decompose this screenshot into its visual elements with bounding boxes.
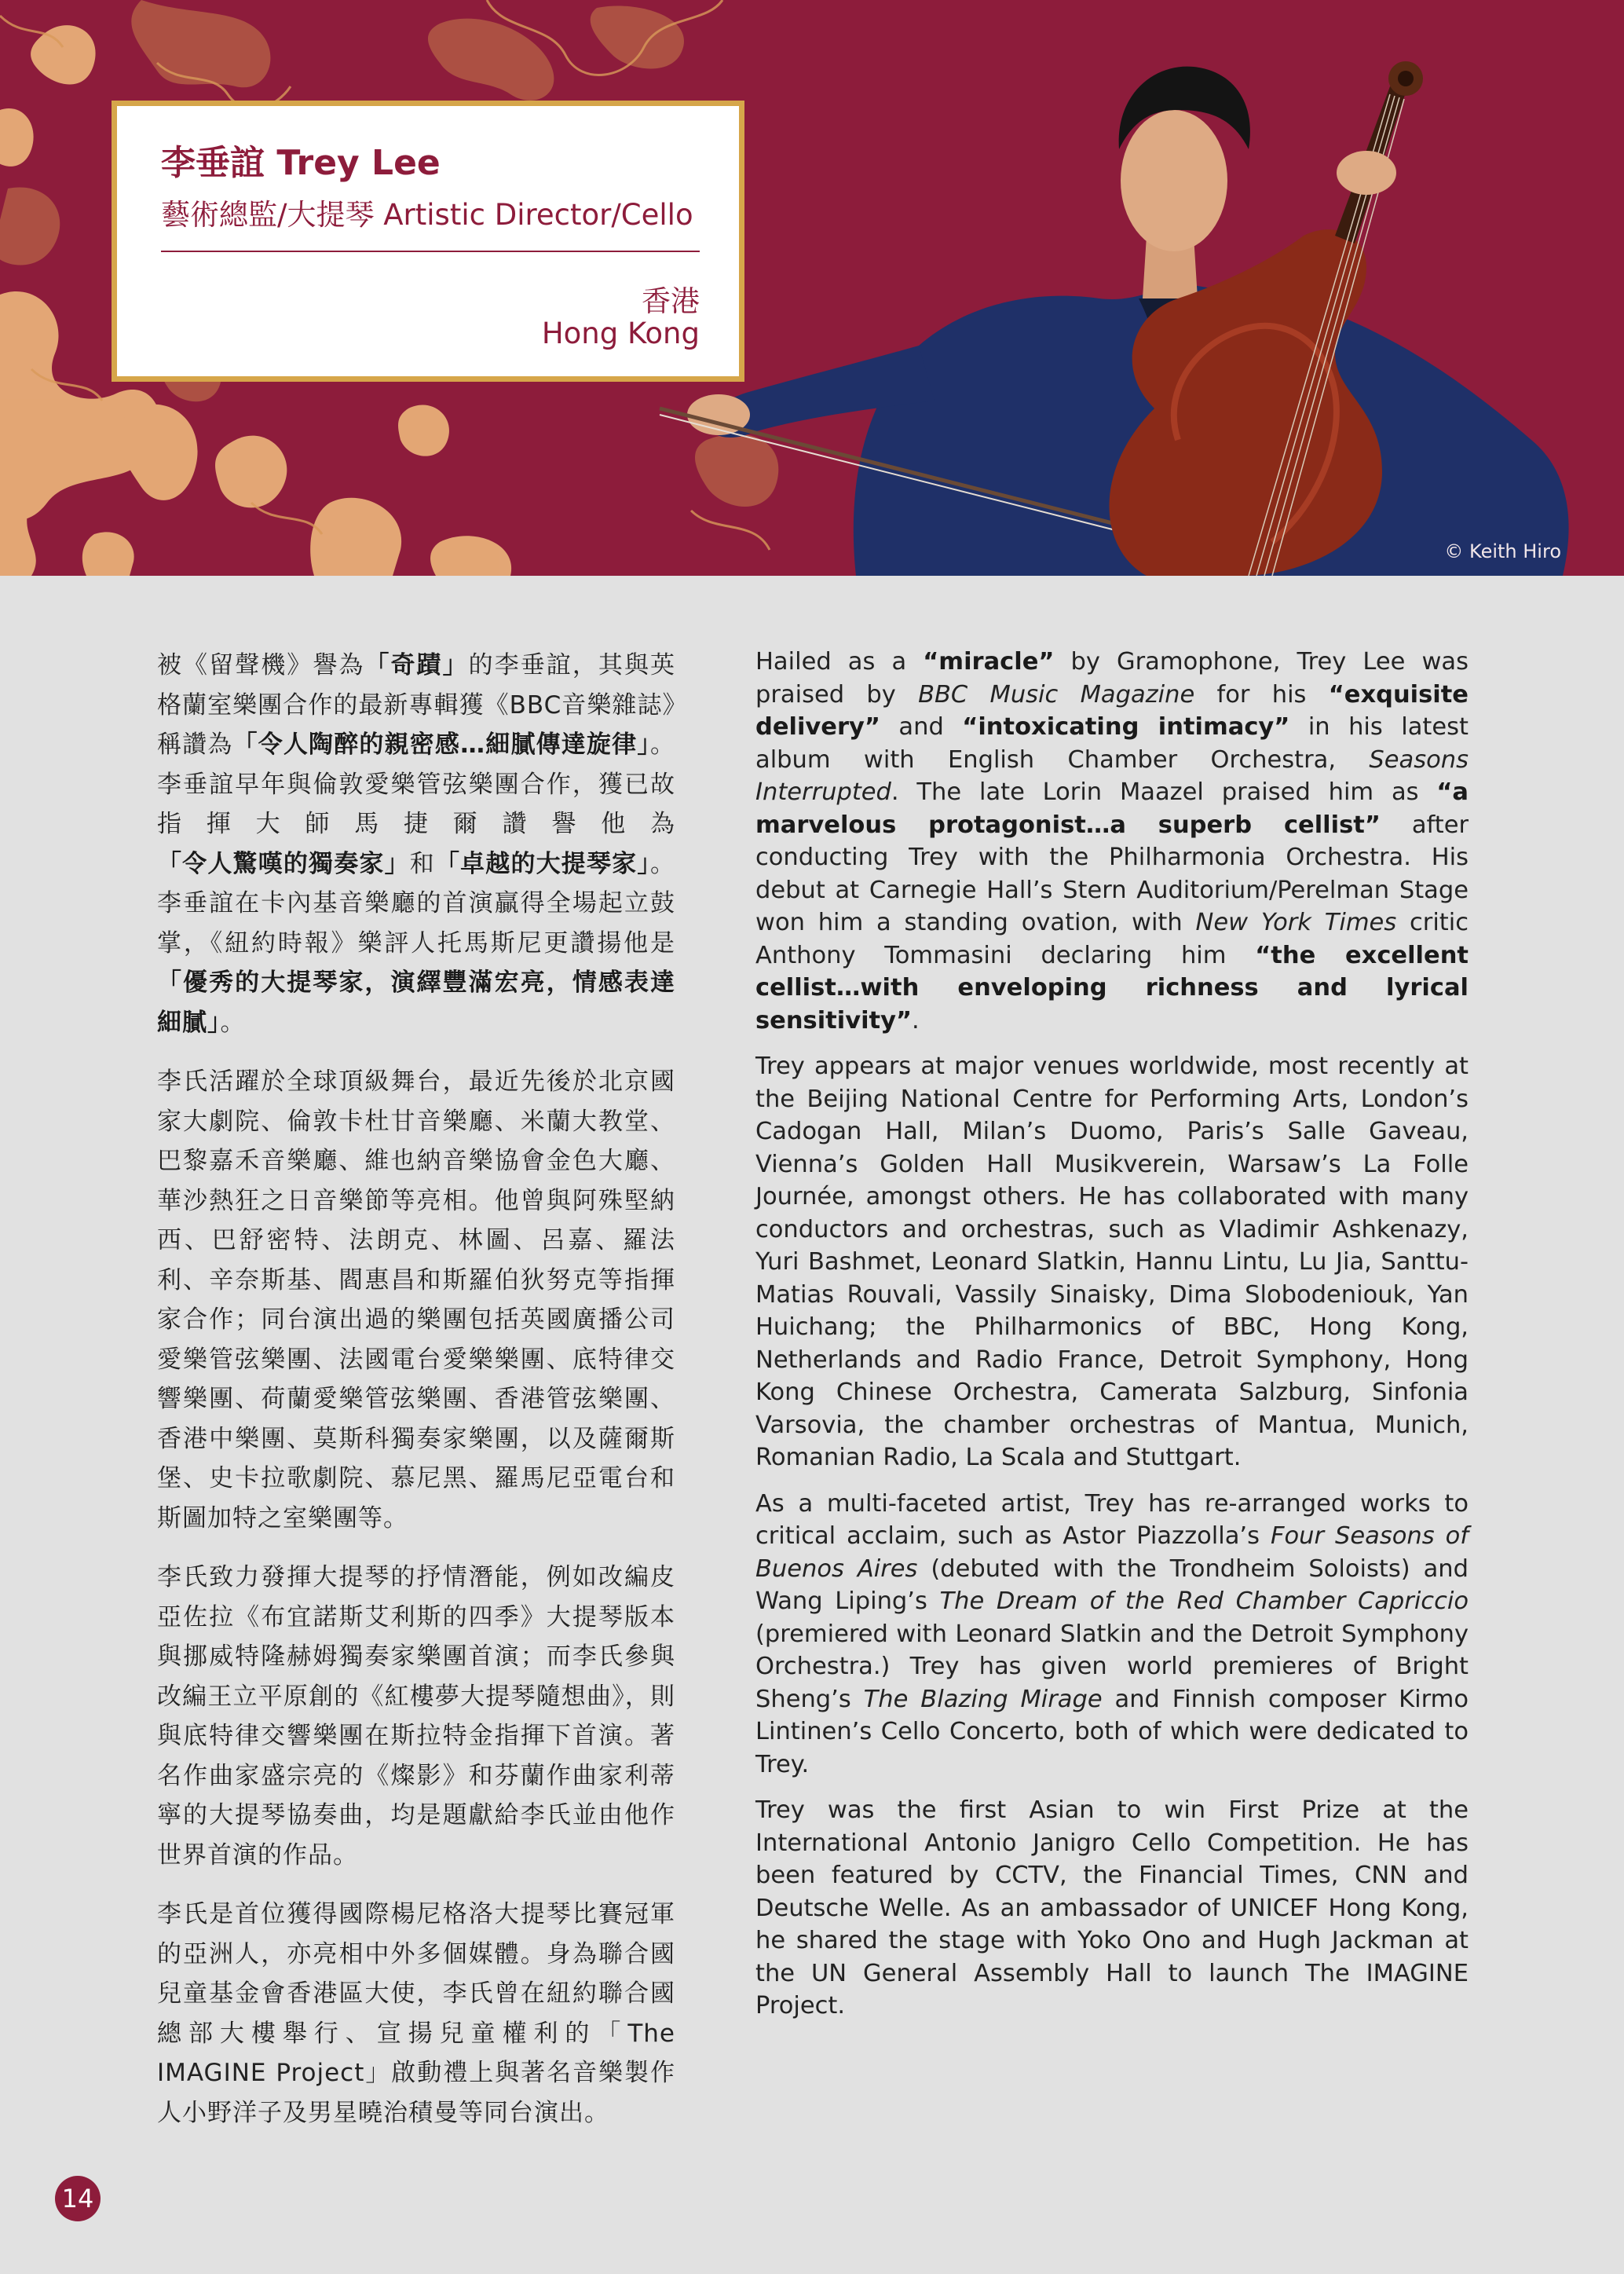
emphasis-bold: 「令人陶醉的親密感…細膩傳達旋律」: [232, 731, 651, 759]
text-run: and: [880, 713, 963, 741]
emphasis-italic: The Blazing Mirage: [863, 1685, 1103, 1713]
text-run: 和: [409, 849, 435, 878]
text-run: 。李垂誼在卡內基音樂廳的首演贏得全場起立鼓掌，《紐約時報》樂評人托馬斯尼更讚揚他是: [157, 849, 676, 958]
text-run: As a multi-faceted artist, Trey has re-arranged works to critical acclaim, such as Astor Piazzolla’s: [755, 1489, 1469, 1550]
emphasis-italic: Seasons Interrupted: [755, 745, 1469, 806]
bio-en-paragraph-3: [755, 1488, 1469, 1781]
artist-role: 藝術總監/大提琴 Artistic Director/Cello: [161, 198, 693, 232]
text-run: 的李垂誼，其與英格蘭室樂團合作的最新專輯獲《BBC音樂雜誌》稱讚為: [157, 651, 676, 759]
text-run: by Gramophone, Trey Lee was praised by: [755, 648, 1469, 709]
bio-zh-paragraph-3: 李氏致力發揮大提琴的抒情潛能，例如改編皮亞佐拉《布宜諾斯艾利斯的四季》大提琴版本與挪威特隆赫姆獨奏家樂團首演；而李氏參與改編王立平原創的《紅樓夢大提琴隨想曲》，則與底特律交響樂團在斯拉特金指揮下首演。著名作曲家盛宗亮的《燦影》和芬蘭作曲家利蒂寧的大提琴協奏曲，均是題獻給李氏並由他作世界首演的作品。: [157, 1563, 675, 1869]
bio-zh-paragraph-2: 李氏活躍於全球頂級舞台，最近先後於北京國家大劇院、倫敦卡杜甘音樂廳、米蘭大教堂、巴黎嘉禾音樂廳、維也納音樂協會金色大廳、華沙熱狂之日音樂節等亮相。他曾與阿殊堅納西、巴舒密特、法朗克、林圖、呂嘉、羅法利、辛奈斯基、閻惠昌和斯羅伯狄努克等指揮家合作；同台演出過的樂團包括英國廣播公司愛樂管弦樂團、法國電台愛樂樂團、底特律交響樂團、荷蘭愛樂管弦樂團、香港管弦樂團、香港中樂團、莫斯科獨奏家樂團，以及薩爾斯堡、史卡拉歌劇院、慕尼黑、羅馬尼亞電台和斯圖加特之室樂團等。: [157, 1067, 675, 1532]
emphasis-bold: 「令人驚嘆的獨奏家」: [157, 849, 410, 878]
text-run: after conducting Trey with the Philharmonia Orchestra. His debut at Carnegie Hall’s Stern Auditorium/Perelman Stage won him a standing ovation, with: [755, 811, 1469, 936]
bio-english-column: [755, 646, 1469, 2036]
title-card: [112, 101, 744, 382]
text-run: critic Anthony Tommasini declaring him: [755, 909, 1469, 969]
text-run: . The late Lorin Maazel praised him as: [891, 778, 1437, 806]
location-en: Hong Kong: [541, 317, 700, 350]
bio-en-paragraph-1: [755, 646, 1469, 1037]
photo-credit: © Keith Hiro: [1444, 540, 1561, 562]
emphasis-bold: 「奇蹟」: [364, 651, 469, 679]
emphasis-bold: 「優秀的大提琴家，演繹豐滿宏亮，情感表達細膩」: [157, 969, 675, 1037]
emphasis-italic: The Dream of the Red Chamber Capriccio: [939, 1587, 1469, 1615]
text-run: .: [912, 1006, 920, 1034]
text-run: (debuted with the Trondheim Soloists) and Wang Liping’s: [755, 1554, 1469, 1615]
artist-name: 李垂誼 Trey Lee: [161, 143, 441, 183]
emphasis-italic: New York Times: [1195, 909, 1397, 936]
bio-en-paragraph-2: Trey appears at major venues worldwide, most recently at the Beijing National Centre for Performing Arts, London’s Cadogan Hall, Milan’s Duomo, Paris’s Salle Gaveau, Vienna’s Golden Hall Musikverein, Warsaw’s La Folle Journée, amongst others. He has collaborated with many conductors and orchestras, such as Vladimir Ashkenazy, Yuri Bashmet, Leonard Slatkin, Hannu Lintu, Lu Jia, Santtu-Matias Rouvali, Vassily Sinaisky, Dima Slobodeniouk, Yan Huichang; the Philharmonics of BBC, Hong Kong, Netherlands and Radio France, Detroit Symphony, Hong Kong Chinese Orchestra, Camerata Salzburg, Sinfonia Varsovia, the chamber orchestras of Mantua, Munich, Romanian Radio, La Scala and Stuttgart.: [755, 1053, 1469, 1471]
emphasis-bold: “intoxicating intimacy”: [962, 713, 1290, 741]
cellist-photo: [660, 61, 1569, 576]
location-zh: 香港: [642, 284, 700, 318]
text-run: in his latest album with English Chamber Orchestra,: [755, 713, 1469, 774]
text-run: for his: [1194, 680, 1329, 709]
text-run: and Finnish composer Kirmo Lintinen’s Cello Concerto, both of which were dedicated to Trey.: [755, 1685, 1469, 1778]
emphasis-italic: Four Seasons of Buenos Aires: [755, 1522, 1469, 1583]
emphasis-bold: “a marvelous protagonist…a superb cellist”: [755, 778, 1469, 839]
text-run: 。李垂誼早年與倫敦愛樂管弦樂團合作，獲已故指揮大師馬捷爾讚譽他為: [157, 731, 676, 838]
text-run: 被《留聲機》譽為: [157, 651, 365, 679]
emphasis-bold: “miracle”: [923, 648, 1055, 676]
emphasis-bold: 「卓越的大提琴家」: [434, 849, 651, 878]
text-run: Hailed as a: [755, 648, 924, 676]
bio-chinese-column: [157, 646, 675, 2152]
bio-zh-paragraph-1: [157, 646, 675, 1042]
text-run: 。: [220, 1008, 246, 1037]
emphasis-bold: “the excellent cellist…with enveloping richness and lyrical sensitivity”: [755, 941, 1469, 1034]
text-run: (premiered with Leonard Slatkin and the Detroit Symphony Orchestra.) Trey has given world premieres of Bright Sheng’s: [755, 1620, 1469, 1713]
emphasis-bold: “exquisite delivery”: [755, 680, 1469, 741]
hero-banner: [0, 0, 1624, 576]
emphasis-italic: BBC Music Magazine: [918, 680, 1195, 709]
title-divider: [161, 251, 700, 252]
bio-en-paragraph-4: Trey was the first Asian to win First Prize at the International Antonio Janigro Cello Competition. He has been featured by CCTV, the Financial Times, CNN and Deutsche Welle. As an ambassador of UNICEF Hong Kong, he shared the stage with Yoko Ono and Hugh Jackman at the UN General Assembly Hall to launch The IMAGINE Project.: [755, 1796, 1469, 2020]
bio-zh-paragraph-4: 李氏是首位獲得國際楊尼格洛大提琴比賽冠軍的亞洲人，亦亮相中外多個媒體。身為聯合國兒童基金會香港區大使，李氏曾在紐約聯合國總部大樓舉行、宣揚兒童權利的「The IMAGINE Project」啟動禮上與著名音樂製作人小野洋子及男星曉治積曼等同台演出。: [157, 1900, 675, 2127]
page-number: 14: [55, 2176, 101, 2221]
